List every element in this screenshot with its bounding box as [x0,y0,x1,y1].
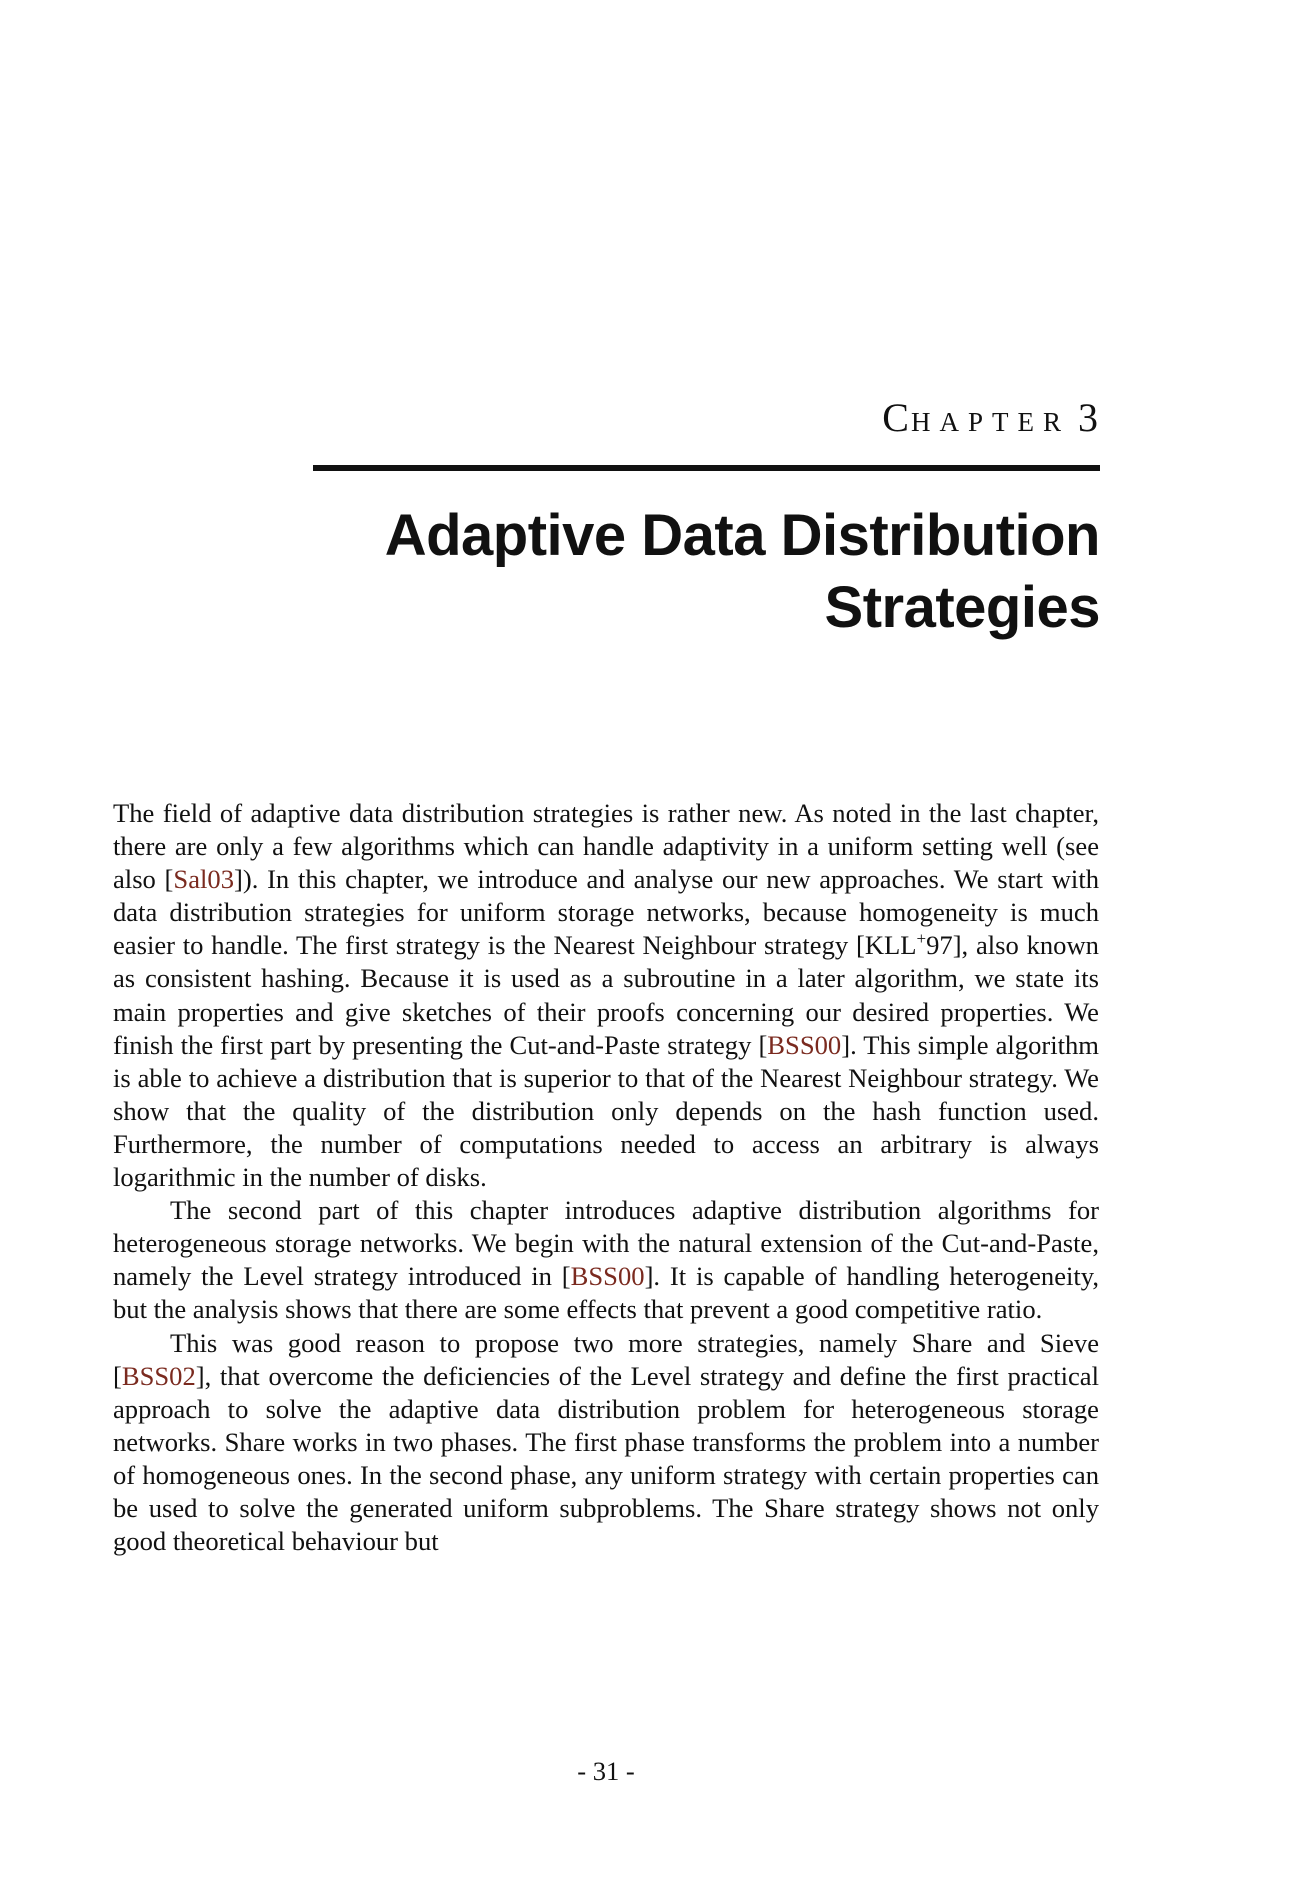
chapter-rule [313,465,1100,471]
paragraph-1 [113,797,1099,1194]
citation-sal03[interactable]: Sal03 [173,864,234,895]
paragraph-2 [113,1194,1099,1326]
paragraph-1-text-c: 97], also known as consistent hashing. Because it is used as a subroutine in a later algorithm, we state its main properties and give sketches of their proofs concerning our desired properties. We finish the first part by presenting the Cut-and-Paste strategy [ [113,930,1099,1060]
body-text [113,797,1099,1558]
chapter-label-rest: HAPTER [910,407,1070,437]
chapter-title-line-1: Adaptive Data Distribution [384,503,1100,568]
chapter-title-line-2: Strategies [824,575,1100,640]
paragraph-1-text-a: The field of adaptive data distribution strategies is rather new. As noted in the last chapter, there are only a few algorithms which can handle adaptivity in a uniform setting well (see also [ [113,798,1099,895]
chapter-label [882,395,1100,440]
paragraph-3-text-b: ], that overcome the deficiencies of the Level strategy and define the first practical approach to solve the adaptive data distribution problem for heterogeneous storage networks. Share works in two phases. The first phase transforms the problem into a number of homogeneous ones. In the second phase, any uniform strategy with certain properties can be used to solve the generated uniform subproblems. The Share strategy shows not only good theoretical behaviour but [113,1360,1099,1557]
citation-bss00-2[interactable]: BSS00 [570,1261,645,1292]
paragraph-1-text-b: ]). In this chapter, we introduce and analyse our new approaches. We start with data distribution strategies for uniform storage networks, because homogeneity is much easier to handle. The first strategy is the Nearest Neighbour strategy [KLL [113,864,1099,961]
paragraph-2-text-a: The second part of this chapter introduces adaptive distribution algorithms for heterogeneous storage networks. We begin with the natural extension of the Cut-and-Paste, namely the Level strategy introduced in [ [113,1195,1099,1292]
chapter-number: 3 [1078,395,1100,440]
chapter-label-initial: C [882,395,911,440]
paragraph-1-text-d: ]. This simple algorithm is able to achieve a distribution that is superior to that of the Nearest Neighbour strategy. We show that the quality of the distribution only depends on the hash function used. Furthermore, the number of computations needed to access an arbitrary is always logarithmic in the number of disks. [113,1029,1099,1193]
paragraph-2-text-b: ]. It is capable of handling heterogeneity, but the analysis shows that there are some effects that prevent a good competitive ratio. [113,1261,1099,1325]
paragraph-3 [113,1327,1099,1559]
citation-superscript: + [916,929,927,949]
citation-bss00[interactable]: BSS00 [767,1029,842,1060]
paragraph-3-text-a: This was good reason to propose two more strategies, namely Share and Sieve [ [113,1327,1099,1391]
citation-bss02[interactable]: BSS02 [121,1360,196,1391]
page-number: - 31 - [577,1756,635,1786]
chapter-title [300,500,1100,644]
